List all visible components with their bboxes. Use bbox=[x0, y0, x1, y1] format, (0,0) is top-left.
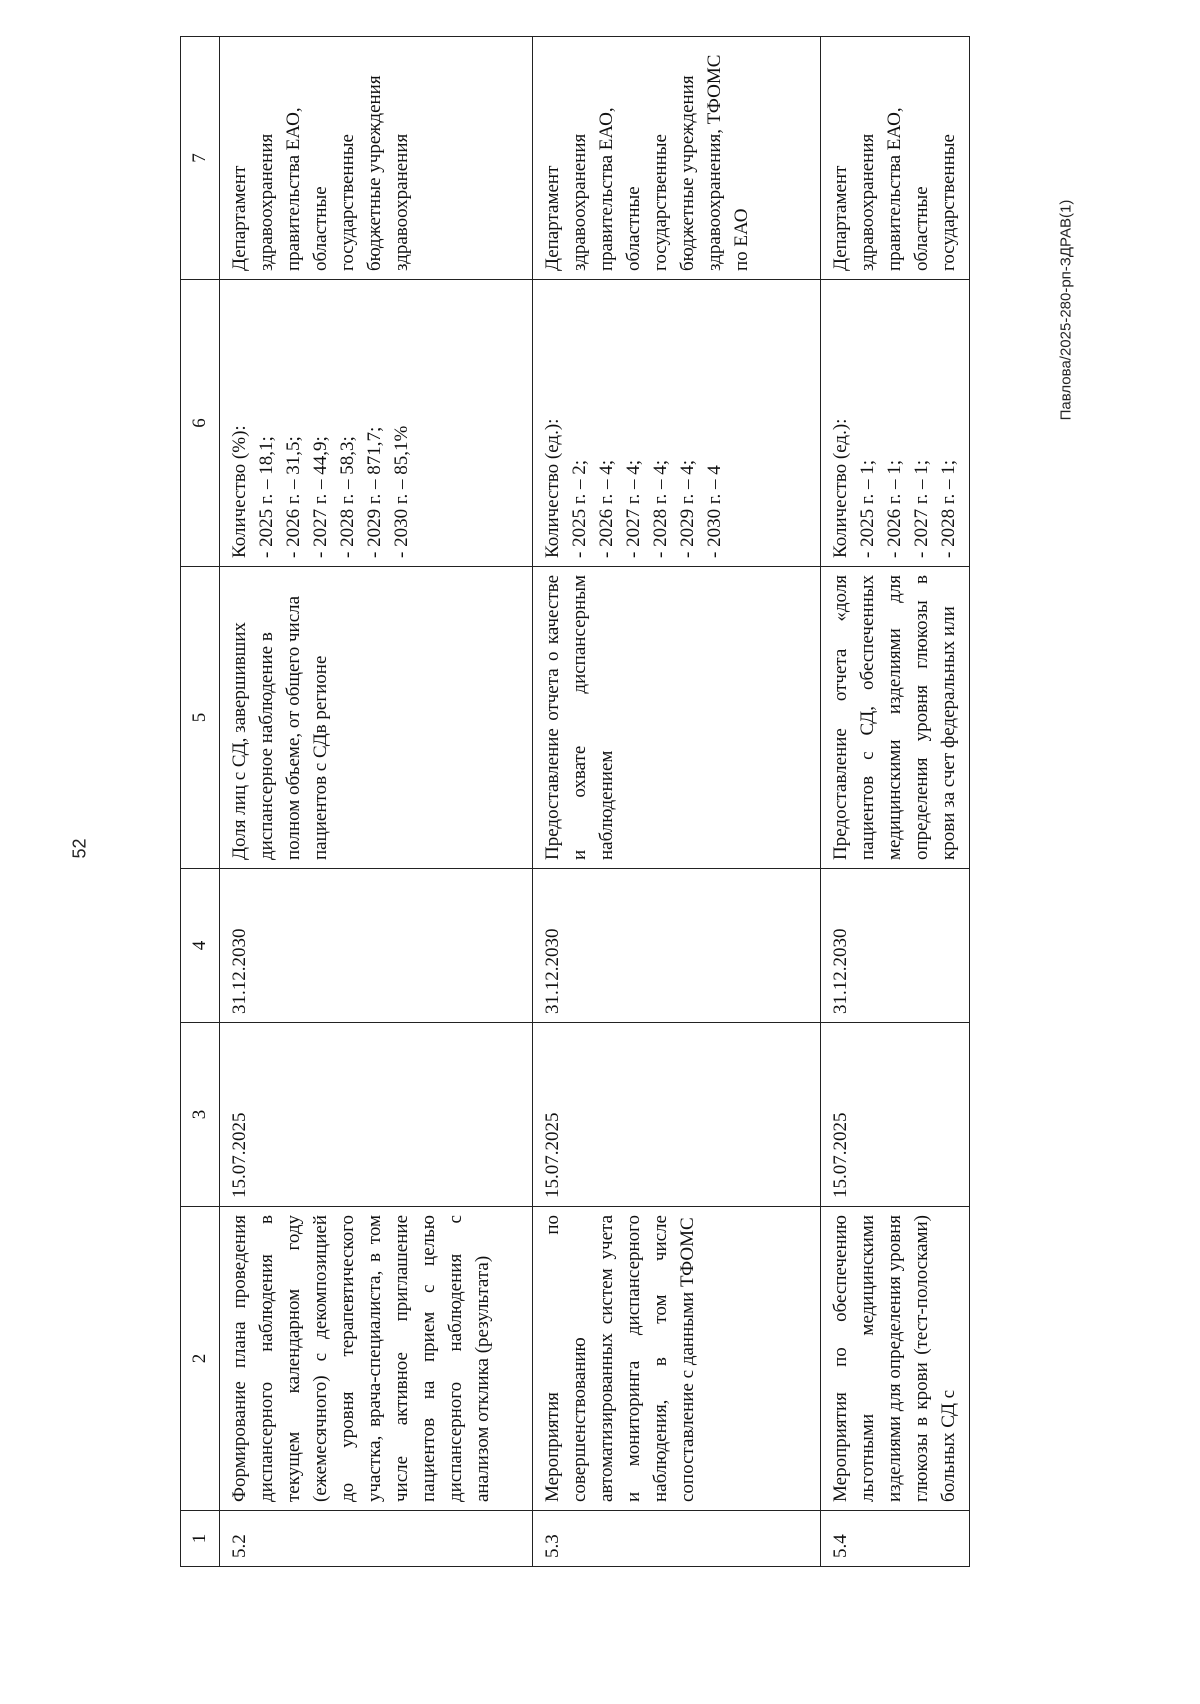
column-header-3: 3 bbox=[181, 1023, 220, 1207]
start-date-cell: 15.07.2025 bbox=[821, 1023, 970, 1207]
indicator-line: - 2026 г. – 1; bbox=[884, 459, 905, 558]
responsible-cell: Департамент здравоохранения правительства ЕАО, областные государственные бюджетные учреждения здравоохранения bbox=[220, 37, 533, 280]
end-date-cell: 31.12.2030 bbox=[821, 869, 970, 1023]
indicator-line: - 2025 г. – 18,1; bbox=[256, 436, 277, 558]
result-cell: Доля лиц с СД, завершивших диспансерное наблюдение в полном объеме, от общего числа пациентов с СДв регионе bbox=[220, 567, 533, 869]
indicator-line: Количество (ед.): bbox=[542, 418, 563, 558]
activity-cell: Формирование плана проведения диспансерного наблюдения в текущем календарном году (ежемесячного) с декомпозицией до уровня терапевтического участка, врача-специалиста, в том числе активное приглашение пациентов на прием с целью диспансерного наблюдения с анализом отклика (результата) bbox=[220, 1207, 533, 1511]
indicator-line: - 2029 г. – 4; bbox=[677, 459, 698, 558]
indicator-line: - 2027 г. – 4; bbox=[623, 459, 644, 558]
indicator-line: - 2028 г. – 58,3; bbox=[337, 436, 358, 558]
end-date-cell: 31.12.2030 bbox=[533, 869, 821, 1023]
indicator-line: - 2028 г. – 4; bbox=[650, 459, 671, 558]
column-header-2: 2 bbox=[181, 1207, 220, 1511]
indicator-line: Количество (%): bbox=[229, 425, 250, 558]
indicator-line: - 2027 г. – 44,9; bbox=[310, 436, 331, 558]
indicator-line: Количество (ед.): bbox=[830, 418, 851, 558]
indicators-cell bbox=[821, 280, 970, 567]
page-number: 52 bbox=[69, 837, 90, 859]
indicators-cell bbox=[533, 280, 821, 567]
column-header-7: 7 bbox=[181, 37, 220, 280]
indicator-line: - 2027 г. – 1; bbox=[911, 459, 932, 558]
document-id: Павлова/2025-280-рп-ЗДРАВ(1) bbox=[1057, 199, 1075, 421]
header-row bbox=[181, 37, 220, 1567]
measures-table bbox=[180, 36, 970, 1567]
indicators-cell bbox=[220, 280, 533, 567]
column-header-1: 1 bbox=[181, 1511, 220, 1567]
column-header-4: 4 bbox=[181, 869, 220, 1023]
indicator-line: - 2025 г. – 1; bbox=[857, 459, 878, 558]
column-header-5: 5 bbox=[181, 567, 220, 869]
indicator-line: - 2028 г. – 1; bbox=[938, 459, 959, 558]
indicator-line: - 2029 г. – 871,7; bbox=[364, 426, 385, 558]
start-date-cell: 15.07.2025 bbox=[533, 1023, 821, 1207]
responsible-cell: Департамент здравоохранения правительства ЕАО, областные государственные бюджетные учреждения здравоохранения, ТФОМС по ЕАО bbox=[533, 37, 821, 280]
row-number: 5.4 bbox=[821, 1511, 970, 1567]
end-date-cell: 31.12.2030 bbox=[220, 869, 533, 1023]
column-header-6: 6 bbox=[181, 280, 220, 567]
table-row bbox=[220, 37, 533, 1567]
indicator-line: - 2030 г. – 85,1% bbox=[391, 425, 412, 558]
row-number: 5.3 bbox=[533, 1511, 821, 1567]
activity-cell: Мероприятия по совершенствованию автоматизированных систем учета и мониторинга диспансерного наблюдения, в том числе сопоставление с данными ТФОМС bbox=[533, 1207, 821, 1511]
indicator-line: - 2030 г. – 4 bbox=[704, 465, 725, 558]
responsible-cell: Департамент здравоохранения правительства ЕАО, областные государственные bbox=[821, 37, 970, 280]
activity-cell: Мероприятия по обеспечению льготными медицинскими изделиями для определения уровня глюкозы в крови (тест-полосками) больных СД с bbox=[821, 1207, 970, 1511]
row-number: 5.2 bbox=[220, 1511, 533, 1567]
table-row bbox=[533, 37, 821, 1567]
start-date-cell: 15.07.2025 bbox=[220, 1023, 533, 1207]
table-row bbox=[821, 37, 970, 1567]
indicator-line: - 2026 г. – 4; bbox=[596, 459, 617, 558]
indicator-line: - 2025 г. – 2; bbox=[569, 459, 590, 558]
indicator-line: - 2026 г. – 31,5; bbox=[283, 436, 304, 558]
result-cell: Предоставление отчета «доля пациентов с СД, обеспеченных медицинскими изделиями для определения уровня глюкозы в крови за счет федеральных или bbox=[821, 567, 970, 869]
rotated-table-container bbox=[180, 37, 1016, 1567]
result-cell: Предоставление отчета о качестве и охвате диспансерным наблюдением bbox=[533, 567, 821, 869]
